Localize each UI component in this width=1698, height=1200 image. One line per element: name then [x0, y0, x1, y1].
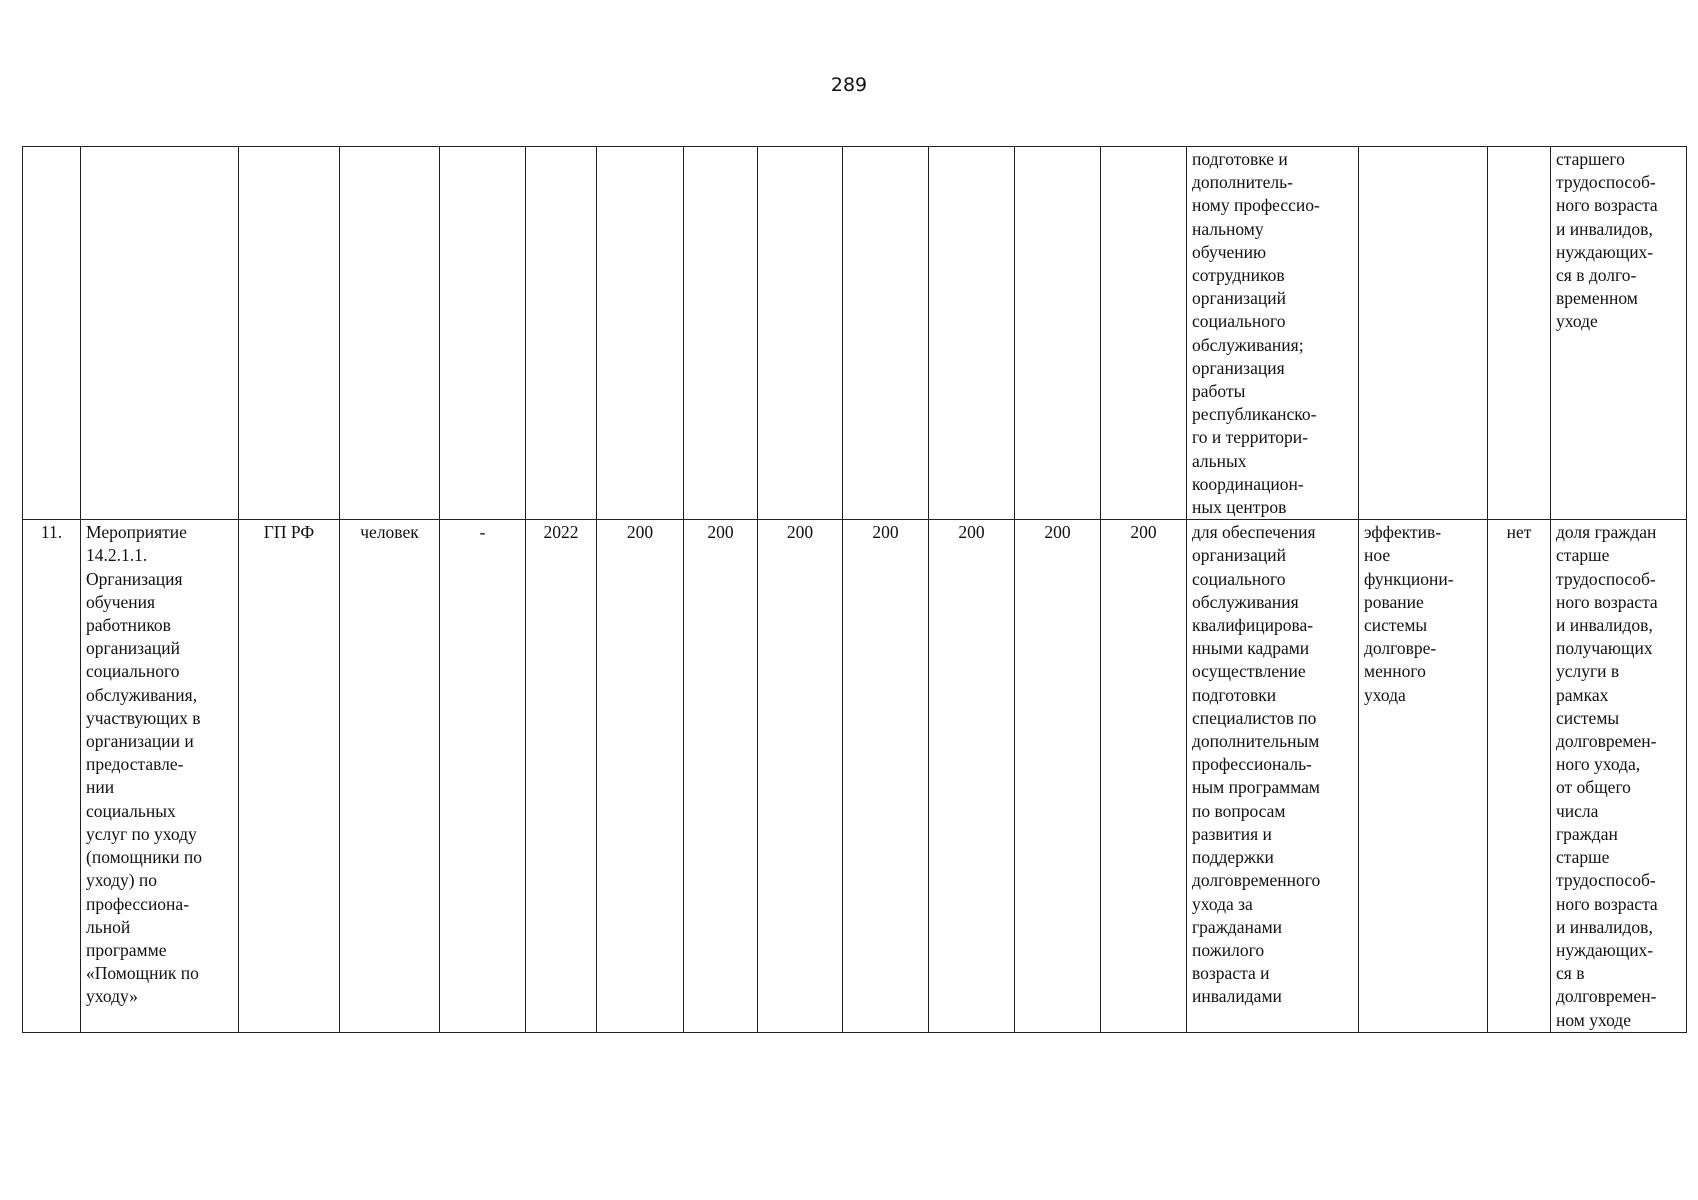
value-cell	[843, 147, 929, 520]
value-cell: 200	[929, 520, 1015, 1032]
value-cell	[684, 147, 758, 520]
measure-cell	[81, 147, 239, 520]
description-cell: подготовке и дополнитель- ному профессио- нальному обучению сотрудников организаций социального обслуживания; организация работы республиканско- го и территори- альных координацион- ных центров	[1187, 147, 1359, 520]
base-value-cell	[440, 147, 526, 520]
unit-cell: человек	[340, 520, 440, 1032]
value-cell: 200	[1015, 520, 1101, 1032]
responsible-cell: ГП РФ	[239, 520, 340, 1032]
value-cell	[929, 147, 1015, 520]
result-cell	[1359, 147, 1488, 520]
year-cell	[526, 147, 597, 520]
measure-cell: Мероприятие 14.2.1.1. Организация обучения работников организаций социального обслуживания, участвующих в организации и предоставле- нии социальных услуг по уходу (помощники по уходу) по профессиона- льной программе «Помощник по уходу»	[81, 520, 239, 1032]
page-number: 289	[830, 74, 868, 96]
value-cell: 200	[758, 520, 843, 1032]
value-cell	[1101, 147, 1187, 520]
description-cell: для обеспечения организаций социального обслуживания квалифицирова- нными кадрами осуществление подготовки специалистов по дополнительным профессиональ- ным программам по вопросам развития и поддержки долговременного ухода за гражданами пожилого возраста и инвалидами	[1187, 520, 1359, 1032]
flag-cell: нет	[1488, 520, 1551, 1032]
year-cell: 2022	[526, 520, 597, 1032]
value-cell: 200	[843, 520, 929, 1032]
result-cell: эффектив- ное функциони- рование системы долговре- менного ухода	[1359, 520, 1488, 1032]
responsible-cell	[239, 147, 340, 520]
value-cell: 200	[597, 520, 684, 1032]
base-value-cell: -	[440, 520, 526, 1032]
table-row	[23, 147, 1687, 520]
row-number-cell	[23, 147, 81, 520]
table-row	[23, 520, 1687, 1032]
value-cell	[758, 147, 843, 520]
row-number-cell: 11.	[23, 520, 81, 1032]
value-cell: 200	[684, 520, 758, 1032]
indicator-cell: доля граждан старше трудоспособ- ного возраста и инвалидов, получающих услуги в рамках системы долговремен- ного ухода, от общего числа граждан старше трудоспособ- ного возраста и инвалидов, нуждающих- ся в долговремен- ном уходе	[1551, 520, 1687, 1032]
value-cell	[1015, 147, 1101, 520]
flag-cell	[1488, 147, 1551, 520]
program-measures-table	[22, 146, 1687, 1033]
value-cell: 200	[1101, 520, 1187, 1032]
value-cell	[597, 147, 684, 520]
indicator-cell: старшего трудоспособ- ного возраста и инвалидов, нуждающих- ся в долго- временном уходе	[1551, 147, 1687, 520]
unit-cell	[340, 147, 440, 520]
